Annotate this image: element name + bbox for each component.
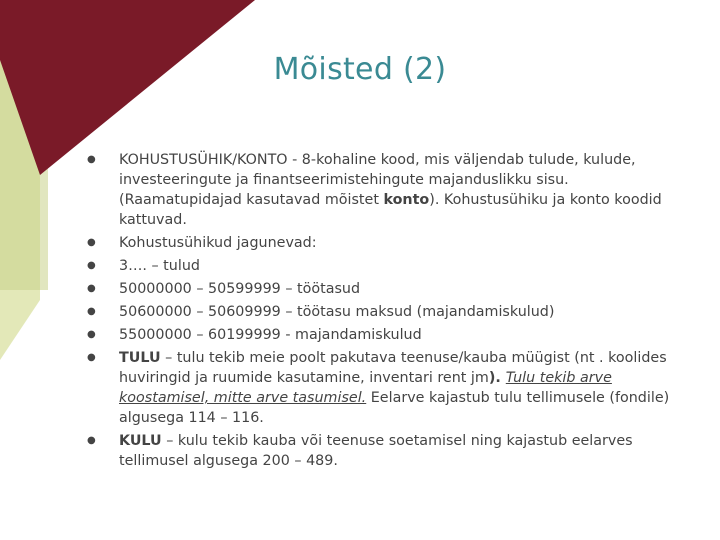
bullet-dot: ● — [87, 435, 96, 446]
bullet-item — [84, 150, 684, 230]
dark-red-corner — [0, 0, 255, 175]
bullet-dot: ● — [87, 306, 96, 317]
bullet-dot: ● — [87, 352, 96, 363]
bullet-item — [84, 348, 684, 428]
bullet-item — [84, 325, 684, 345]
bullet-dot: ● — [87, 283, 96, 294]
bullet-lead-bold: TULU — [119, 350, 161, 366]
bullet-lead-bold: KULU — [119, 433, 162, 449]
bullet-bold: konto — [383, 192, 430, 208]
bullet-item — [84, 302, 684, 322]
bullet-item — [84, 431, 684, 471]
bullet-text: – tulu tekib meie poolt pakutava teenuse/kauba müügist (nt . koolides huviringid ja ruumide kasutamine, inventari rent jm — [119, 350, 667, 386]
bullet-emphasis: Tulu tekib arve koostamisel, mitte arve tasumisel. — [119, 370, 612, 406]
bullet-item — [84, 233, 684, 253]
bullet-dot: ● — [87, 237, 96, 248]
bullet-dot: ● — [87, 260, 96, 271]
bullet-text: 50000000 – 50599999 – töötasud — [119, 281, 361, 297]
bullet-text: 50600000 – 50609999 – töötasu maksud (majandamiskulud) — [119, 304, 555, 320]
bullet-dot: ● — [87, 154, 96, 165]
bullet-dot: ● — [87, 329, 96, 340]
bullet-text: 3…. – tulud — [119, 258, 200, 274]
bullet-item — [84, 256, 684, 276]
bullet-bold: ). — [488, 370, 506, 386]
bullet-list — [84, 150, 684, 474]
bullet-text: 55000000 – 60199999 - majandamiskulud — [119, 327, 422, 343]
slide-title: Mõisted (2) — [273, 52, 447, 87]
bullet-text-end: ). Kohustusühiku ja konto koodid kattuvad. — [119, 192, 662, 228]
bullet-text: Kohustusühikud jagunevad: — [119, 235, 317, 251]
bullet-text-end: Eelarve kajastub tulu tellimusele (fondile) algusega 114 – 116. — [119, 390, 670, 426]
bullet-item — [84, 279, 684, 299]
bullet-text: – kulu tekib kauba või teenuse soetamisel ning kajastub eelarves tellimusel algusega 200 – 489. — [119, 433, 633, 469]
bullet-text: KOHUSTUSÜHIK/KONTO - 8-kohaline kood, mis väljendab tulude, kulude, investeeringute ja finantseerimistehingute majanduslikku sisu. (Raamatupidajad kasutavad mõistet — [119, 152, 636, 208]
